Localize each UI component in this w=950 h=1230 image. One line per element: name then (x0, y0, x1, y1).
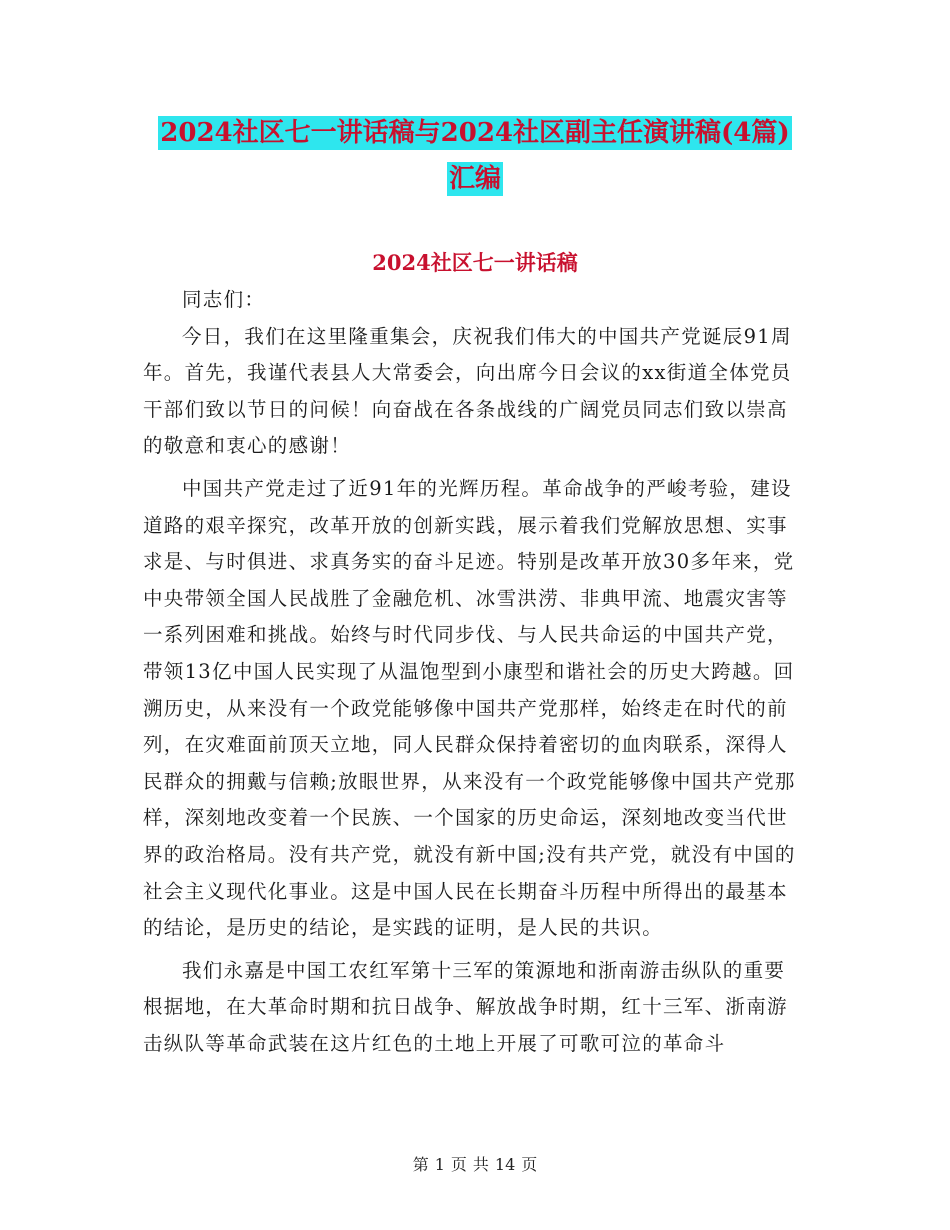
document-title (0, 110, 950, 202)
page-number: 1 (434, 1155, 445, 1174)
salutation: 同志们： (182, 288, 266, 311)
page-footer (0, 1153, 950, 1177)
paragraph-3: 我们永嘉是中国工农红军第十三军的策源地和浙南游击纵队的重要根据地，在大革命时期和抗日战争、解放战争时期，红十三军、浙南游击纵队等革命武装在这片红色的土地上开展了可歌可泣的革命斗 (143, 958, 788, 1055)
section-title: 2024社区七一讲话稿 (372, 250, 578, 275)
total-label: 共 (472, 1155, 489, 1174)
document-body (143, 282, 805, 1068)
paragraph-2: 中国共产党走过了近91年的光辉历程。革命战争的严峻考验，建设道路的艰辛探究，改革开放的创新实践，展示着我们党解放思想、实事求是、与时俱进、求真务实的奋斗足迹。特别是改革开放30多年来，党中央带领全国人民战胜了金融危机、冰雪洪涝、非典甲流、地震灾害等一系列困难和挑战。始终与时代同步伐、与人民共命运的中国共产党，带领13亿中国人民实现了从温饱型到小康型和谐社会的历史大跨越。回溯历史，从来没有一个政党能够像中国共产党那样，始终走在时代的前列，在灾难面前顶天立地，同人民群众保持着密切的血肉联系，深得人民群众的拥戴与信赖;放眼世界，从来没有一个政党能够像中国共产党那样，深刻地改变着一个民族、一个国家的历史命运，深刻地改变当代世界的政治格局。没有共产党，就没有新中国;没有共产党，就没有中国的社会主义现代化事业。这是中国人民在长期奋斗历程中所得出的最基本的结论，是历史的结论，是实践的证明，是人民的共识。 (143, 476, 796, 940)
page-label: 第 (412, 1155, 429, 1174)
title-line-1: 2024社区七一讲话稿与2024社区副主任演讲稿(4篇) (160, 118, 790, 148)
total-pages: 14 (494, 1155, 516, 1174)
total-unit: 页 (521, 1155, 538, 1174)
title-line-2: 汇编 (448, 164, 501, 194)
page-unit: 页 (450, 1155, 467, 1174)
paragraph-1: 今日，我们在这里隆重集会，庆祝我们伟大的中国共产党诞辰91周年。首先，我谨代表县人大常委会，向出席今日会议的xx街道全体党员干部们致以节日的问候！向奋战在各条战线的广阔党员同志们致以崇高的敬意和衷心的感谢！ (143, 324, 792, 458)
